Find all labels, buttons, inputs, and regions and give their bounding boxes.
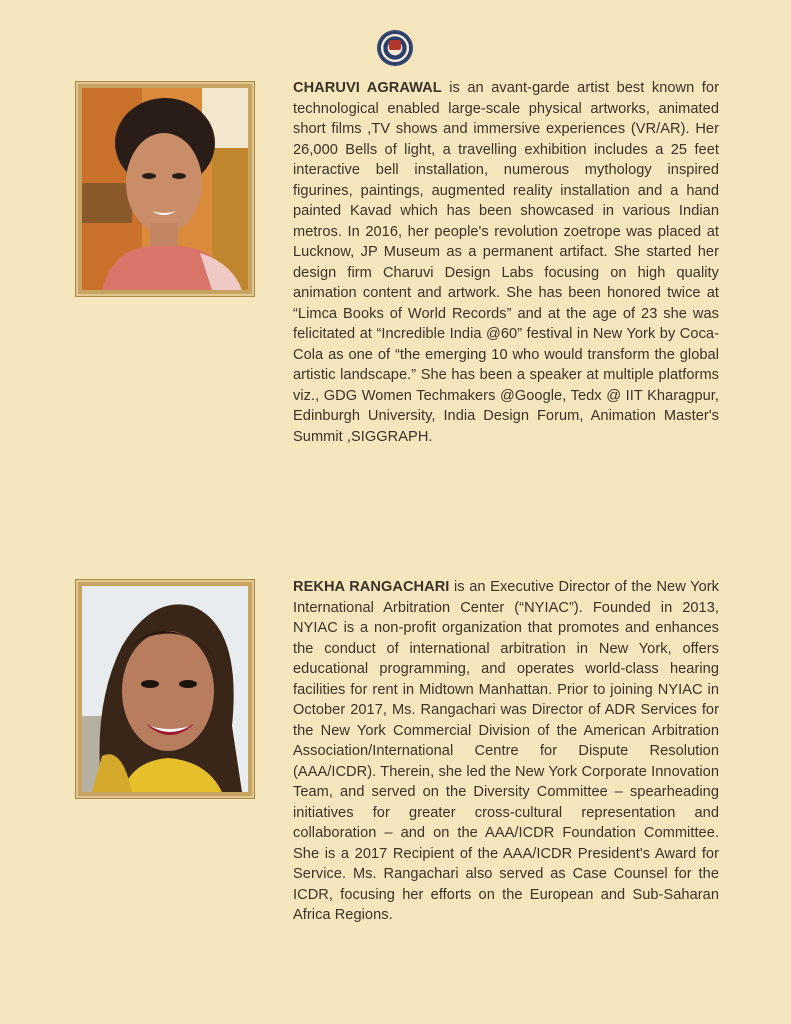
- profile-bio-text: is an Executive Director of the New York International Arbitration Center (“NYIAC”). Founded in 2013, NYIAC is a non-profit organization that promotes and enhances the conduct of international arbitration in New York, offers educational programming, and operates world-class hearing facilities for rent in Midtown Manhattan. Prior to joining NYIAC in October 2017, Ms. Rangachari was Director of ADR Services for the New York Commercial Division of the American Arbitration Association/International Centre for Dispute Resolution (AAA/ICDR). Therein, she led the New York Corporate Innovation Team, and served on the Diversity Committee – spearheading initiatives for greater cross-cultural representation and collaboration – and on the AAA/ICDR Foundation Committee. She is a 2017 Recipient of the AAA/ICDR President's Award for Service. Ms. Rangachari also served as Case Counsel for the ICDR, focusing her efforts on the European and Sub-Saharan Africa Regions.: [293, 579, 719, 923]
- portrait-photo-icon: [82, 88, 248, 290]
- profile-photo-frame: [76, 580, 254, 798]
- profile-bio-text: is an avant-garde artist best known for technological enabled large-scale physical artworks, animated short films ,TV shows and immersive experiences (VR/AR). Her 26,000 Bells of light, a travelling exhibition includes a 25 feet interactive bell installation, numerous mythology inspired figurines, paintings, augmented reality installation and a hand painted Kavad which has been showcased in various Indian metros. In 2016, her people's revolution zoetrope was placed at Lucknow, JP Museum as a permanent artifact. She started her design firm Charuvi Design Labs focusing on high quality animation content and artwork. She has been honored twice at “Limca Books of World Records” and at the age of 23 she was felicitated at “Incredible India @60” festival in New York by Coca-Cola as one of “the emerging 10 who would transform the global artistic landscape.” She has been a speaker at multiple platforms viz., GDG Women Techmakers @Google, Tedx @ IIT Kharagpur, Edinburgh University, India Design Forum, Animation Master's Summit ,SIGGRAPH.: [293, 80, 719, 445]
- profile-bio: [293, 78, 719, 447]
- emblem-seal-icon: [378, 31, 412, 65]
- portrait-photo-icon: [82, 586, 248, 792]
- profile-name: REKHA RANGACHARI: [293, 579, 450, 595]
- profile-bio: [293, 577, 719, 926]
- emblem-center: [389, 40, 401, 50]
- profile-photo-frame: [76, 82, 254, 296]
- profile-name: CHARUVI AGRAWAL: [293, 80, 442, 96]
- portrait-photo: [82, 586, 248, 792]
- portrait-photo: [82, 88, 248, 290]
